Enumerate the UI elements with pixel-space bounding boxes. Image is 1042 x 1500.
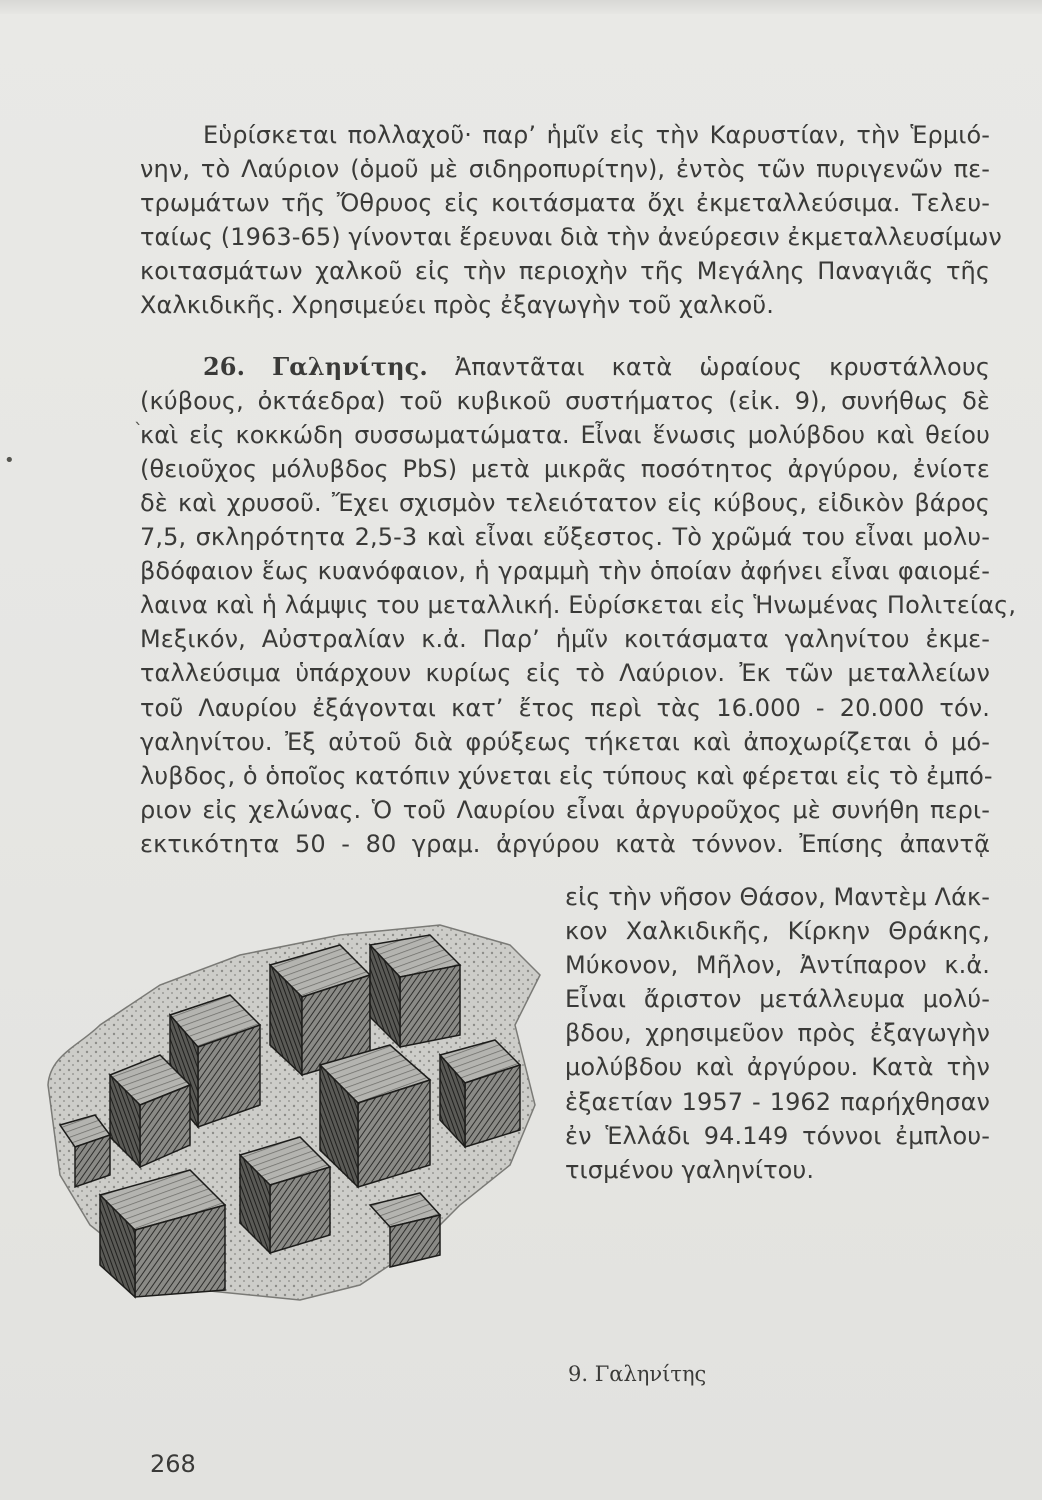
section-heading-line bbox=[140, 350, 990, 384]
section-title: Γαληνίτης. bbox=[272, 351, 428, 381]
page-number: 268 bbox=[150, 1450, 196, 1478]
text-line: τρωμάτων τῆς Ὄθρυος εἰς κοιτάσματα ὄχι ἐκμεταλλεύσιμα. Τελευ- bbox=[140, 189, 990, 218]
text-line: βδου, χρησιμεῦον πρὸς ἐξαγωγὴν bbox=[565, 1019, 990, 1048]
text-line: καὶ εἰς κοκκώδη συσσωματώματα. Εἶναι ἕνωσις μολύβδου καὶ θείου bbox=[140, 420, 990, 449]
text-line: δὲ καὶ χρυσοῦ. Ἔχει σχισμὸν τελειότατον εἰς κύβους, εἰδικὸν βάρος bbox=[140, 488, 990, 517]
wrapped-text bbox=[565, 880, 990, 1187]
galena-crystal-illustration bbox=[40, 905, 560, 1305]
text-line: Χαλκιδικῆς. Χρησιμεύει πρὸς ἐξαγωγὴν τοῦ χαλκοῦ. bbox=[140, 291, 774, 320]
section-number: 26. bbox=[203, 351, 246, 381]
text-line: ἐν Ἑλλάδι 94.149 τόννοι ἐμπλου- bbox=[565, 1121, 990, 1150]
text-line: εκτικότητα 50 - 80 γραμ. ἀργύρου κατὰ τόννον. Ἐπίσης ἀπαντᾷ bbox=[140, 829, 990, 858]
text-line: Εὑρίσκεται πολλαχοῦ· παρ’ ἡμῖν εἰς τὴν Καρυστίαν, τὴν Ἑρμιό- bbox=[203, 121, 990, 149]
text-line: ταλλεύσιμα ὑπάρχουν κυρίως εἰς τὸ Λαύριον. Ἐκ τῶν μεταλλείων bbox=[140, 659, 990, 688]
text-line: ἑξαετίαν 1957 - 1962 παρήχθησαν bbox=[565, 1087, 990, 1116]
text-line: τισμένου γαληνίτου. bbox=[565, 1155, 815, 1184]
margin-mark: ˎ bbox=[134, 405, 143, 426]
text-line: νην, τὸ Λαύριον (ὁμοῦ μὲ σιδηροπυρίτην), ἐντὸς τῶν πυριγενῶν πε- bbox=[140, 155, 990, 184]
text-line: λυβδος, ὁ ὁποῖος κατόπιν χύνεται εἰς τύπους καὶ φέρεται εἰς τὸ ἐμπό- bbox=[140, 761, 993, 790]
text-line: γαληνίτου. Ἐξ αὐτοῦ διὰ φρύξεως τήκεται καὶ ἀποχωρίζεται ὁ μό- bbox=[140, 727, 990, 756]
margin-mark: • bbox=[4, 450, 15, 471]
text-line: βδόφαιον ἕως κυανόφαιον, ἡ γραμμὴ τὴν ὁποίαν ἀφήνει εἶναι φαιομέ- bbox=[140, 557, 990, 586]
page-top-edge bbox=[0, 0, 1042, 14]
text-line: 7,5, σκληρότητα 2,5-3 καὶ εἶναι εὔξεστος. Τὸ χρῶμά του εἶναι μολυ- bbox=[140, 523, 990, 552]
section-first-line: Ἀπαντᾶται κατὰ ὡραίους κρυστάλλους bbox=[454, 352, 991, 381]
text-line: εἰς τὴν νῆσον Θάσον, Μαντὲμ Λάκ- bbox=[565, 883, 990, 911]
text-line: Μεξικόν, Αὐστραλίαν κ.ἀ. Παρ’ ἡμῖν κοιτάσματα γαληνίτου ἐκμε- bbox=[140, 625, 990, 654]
text-line: (κύβους, ὀκτάεδρα) τοῦ κυβικοῦ συστήματος (εἰκ. 9), συνήθως δὲ bbox=[140, 386, 990, 415]
body-text bbox=[140, 118, 1017, 861]
text-line: (θειοῦχος μόλυβδος PbS) μετὰ μικρᾶς ποσότητος ἀργύρου, ἐνίοτε bbox=[140, 454, 990, 483]
text-line: ριον εἰς χελώνας. Ὁ τοῦ Λαυρίου εἶναι ἀργυροῦχος μὲ συνήθη περι- bbox=[140, 795, 990, 824]
text-line: κοιτασμάτων χαλκοῦ εἰς τὴν περιοχὴν τῆς Μεγάλης Παναγιᾶς τῆς bbox=[140, 257, 990, 286]
figure-caption: 9. Γαληνίτης bbox=[568, 1362, 707, 1386]
text-line: τοῦ Λαυρίου ἐξάγονται κατ’ ἔτος περὶ τὰς 16.000 - 20.000 τόν. bbox=[140, 693, 990, 722]
text-line: κον Χαλκιδικῆς, Κίρκην Θράκης, bbox=[565, 917, 990, 946]
text-line: λαινα καὶ ἡ λάμψις του μεταλλική. Εὑρίσκεται εἰς Ἡνωμένας Πολιτείας, bbox=[140, 591, 1017, 620]
text-line: Εἶναι ἄριστον μετάλλευμα μολύ- bbox=[565, 985, 990, 1014]
text-line: ταίως (1963-65) γίνονται ἔρευναι διὰ τὴν ἀνεύρεσιν ἐκμεταλλευσίμων bbox=[140, 223, 1002, 252]
text-line: μολύβδου καὶ ἀργύρου. Κατὰ τὴν bbox=[565, 1053, 990, 1082]
text-line: Μύκονον, Μῆλον, Ἀντίπαρον κ.ἀ. bbox=[565, 951, 990, 980]
